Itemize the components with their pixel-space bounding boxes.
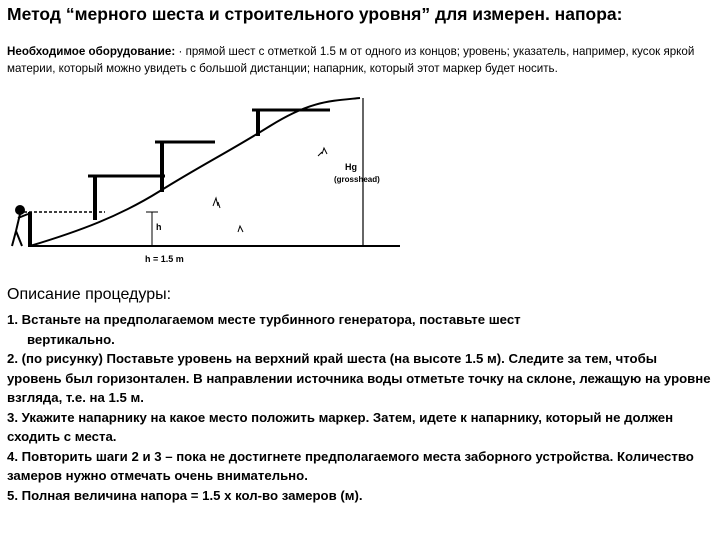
- step-1-line2: вертикально.: [27, 331, 115, 347]
- vegetation-marks: [213, 148, 327, 232]
- equipment-label: Необходимое оборудование:: [7, 45, 176, 58]
- page-title: Метод “мерного шеста и строительного уровня” для измерен. напора:: [7, 4, 623, 24]
- procedure-steps: [7, 310, 715, 505]
- step-2: 2. (по рисунку) Поставьте уровень на верхний край шеста (на высоте 1.5 м). Следите за тем, чтобы уровень был горизонтален. В направлении источника воды отметьте точку на склоне, лежащую на уровне взгляда, т.е. на 1.5 м.: [7, 351, 711, 405]
- step-5: 5. Полная величина напора = 1.5 x кол-во замеров (м).: [7, 487, 363, 503]
- slope-line: [30, 98, 360, 246]
- step-1-line1: 1. Встаньте на предполагаемом месте турбинного генератора, поставьте шест: [7, 312, 521, 327]
- step-1: [7, 310, 715, 349]
- h-value-label: h = 1.5 m: [145, 254, 184, 264]
- grosshead-label: (grosshead): [334, 175, 380, 184]
- measurement-diagram: [0, 96, 420, 276]
- hg-label: Hg: [345, 162, 357, 172]
- equipment-text: · прямой шест с отметкой 1.5 м от одного из концов; уровень; указатель, например, кусок яркой материи, который можно увидеть с большой дистанции; напарник, который этот маркер будет носить.: [7, 45, 695, 75]
- slope-figure: [0, 96, 420, 276]
- procedure-heading: Описание процедуры:: [7, 286, 172, 303]
- equipment-paragraph: [7, 43, 697, 77]
- h-label: h: [156, 222, 162, 232]
- step-3: 3. Укажите напарнику на какое место положить маркер. Затем, идете к напарнику, который не должен сходить с места.: [7, 409, 674, 444]
- step-4: 4. Повторить шаги 2 и 3 – пока не достигнете предполагаемого места заборного устройства. Количество замеров нужно отмечать очень внимательно.: [7, 448, 694, 483]
